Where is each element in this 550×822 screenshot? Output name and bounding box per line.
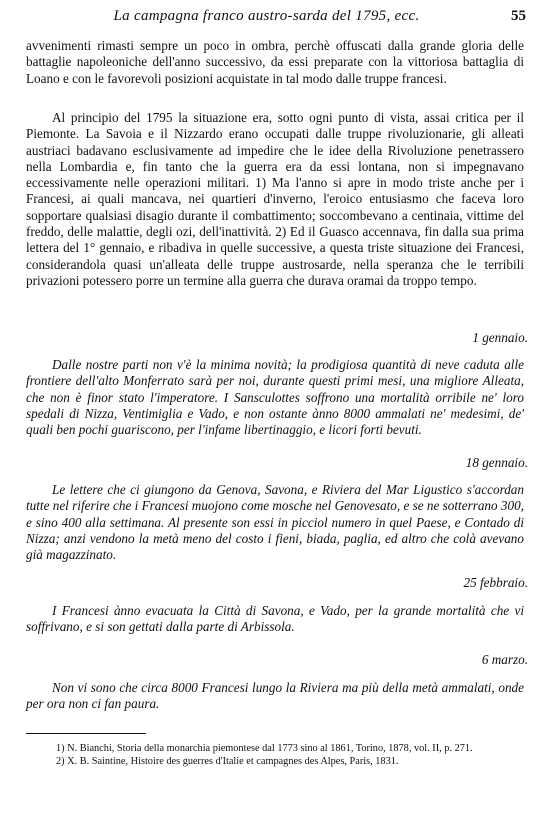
letter-text: Dalle nostre parti non v'è la minima novità; la prodigiosa quantità di neve caduta alle frontiere dell'alto Monferrato sarà per noi, durante questi primi mesi, una migliore Alleata, che non è finor stato l'imperatore. I Sansculottes soffrono una mortalità orribile ne' loro spedali di Nizza, Ventimiglia e Vado, e non ostante ànno 8000 ammalati ne' medesimi, de' quali ben pochi guariscono, per l'infame libertinaggio, e licori forti bevuti.	[26, 357, 524, 438]
entry-date: 6 marzo.	[481, 652, 528, 667]
letter-text: I Francesi ànno evacuata la Città di Savona, e Vado, per la grande mortalità che vi soffrivano, e si son gettati dalla parte di Arbissola.	[26, 603, 524, 635]
paragraph-text: Al principio del 1795 la situazione era, sotto ogni punto di vista, assai critica per il Piemonte. La Savoia e il Nizzardo erano occupati dalle truppe rivoluzionarie, gli alleati austriaci badavano esclusivamente ad impedire che le idee della Rivoluzione penetrassero nella Lombardia e, fin tanto che la guerra era da essi lontana, non si impegnavano eccessivamente nelle operazioni militari. 1) Ma l'anno si apre in modo triste anche per i Francesi, ai quali mancava, nei quartieri d'inverno, l'eroico entusiasmo che faceva loro sopportare qualsiasi disagio durante il combattimento; soccombevano a centinaia, vittime del freddo, delle malattie, degli ozi, dell'inattività. 2) Ed il Guasco accennava, fin dalla sua prima lettera del 1° gennaio, e ribadiva in quelle successive, a questa triste situazione dei Francesi, considerandola quasi un'alleata delle truppe austrosarde, nella speranza che le terribili privazioni potessero porre un termine alla guerra che durava oramai da troppo tempo.	[26, 110, 524, 288]
letter-entry	[26, 482, 524, 563]
entry-date: 25 febbraio.	[463, 575, 528, 590]
paragraph-continuation	[26, 38, 524, 87]
paragraph-text: avvenimenti rimasti sempre un poco in ombra, perchè offuscati dalla grande gloria delle battaglie napoleoniche dell'anno successivo, da essi preparate con la vittoriosa battaglia di Loano e con le favorevoli posizioni acquistate in tal modo dalle truppe francesi.	[26, 38, 524, 86]
entry-date: 1 gennaio.	[472, 330, 528, 345]
page-header	[26, 8, 526, 30]
footnote: 1) N. Bianchi, Storia della monarchia piemontese dal 1773 sino al 1861, Torino, 1878, vol. II, p. 271.	[56, 743, 473, 754]
footnote: 2) X. B. Saintine, Histoire des guerres d'Italie et campagnes des Alpes, Paris, 1831.	[56, 756, 399, 767]
letter-entry	[26, 603, 524, 636]
entry-date: 18 gennaio.	[465, 455, 528, 470]
letter-text: Non vi sono che circa 8000 Francesi lungo la Riviera ma più della metà ammalati, onde per ora non ci fan paura.	[26, 680, 524, 712]
page-number: 55	[511, 8, 526, 24]
running-title: La campagna franco austro-sarda del 1795, ecc.	[113, 8, 420, 24]
paragraph-main	[26, 110, 524, 289]
footnotes	[26, 742, 524, 768]
letter-text: Le lettere che ci giungono da Genova, Savona, e Riviera del Mar Ligustico s'accordan tutte nel riferire che i Francesi muojono come mosche nel Genovesato, e se ne sotterrano 300, e sino 400 alla settimana. Al presente son essi in picciol numero in quel Paese, e Contado di Nizza; anzi vendono la metà meno del costo i fieni, biada, paglia, ed altro che colà avevano già magazzinato.	[26, 482, 524, 563]
letter-entry	[26, 357, 524, 438]
footnote-rule	[26, 733, 146, 734]
letter-entry	[26, 680, 524, 713]
